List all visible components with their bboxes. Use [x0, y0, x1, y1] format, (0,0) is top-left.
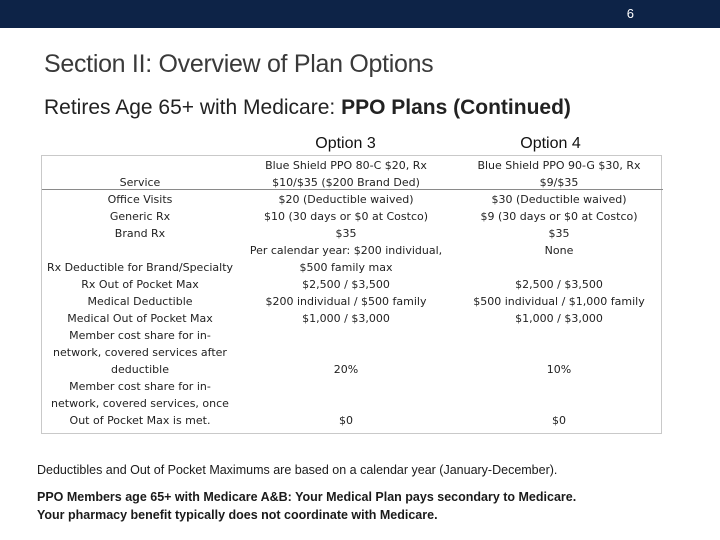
rx-deductible-option-3-line1: Per calendar year: $200 individual,: [249, 244, 443, 257]
option-3-plan-name-line1: Blue Shield PPO 80-C $20, Rx: [265, 159, 427, 172]
footer-note: Deductibles and Out of Pocket Maximums are based on a calendar year (January-December).: [37, 463, 558, 477]
cost-share-after-deductible-label-line2: network, covered services after: [53, 346, 227, 359]
generic-rx-option-3: $10 (30 days or $0 at Costco): [263, 210, 429, 223]
cost-share-after-deductible-option-4: 10%: [546, 363, 572, 376]
medical-deductible-label: Medical Deductible: [87, 295, 193, 308]
brand-rx-option-3: $35: [335, 227, 357, 240]
medical-deductible-option-3: $200 individual / $500 family: [265, 295, 427, 308]
subtitle-plain: Retires Age 65+ with Medicare:: [44, 96, 342, 119]
option-4-plan-name-line2: $9/$35: [539, 176, 579, 189]
rx-oop-option-3: $2,500 / $3,500: [302, 278, 390, 291]
cost-share-after-oop-option-4: $0: [552, 414, 566, 427]
cost-share-after-deductible-option-3: 20%: [333, 363, 359, 376]
generic-rx-option-4: $9 (30 days or $0 at Costco): [480, 210, 638, 223]
medical-oop-option-4: $1,000 / $3,000: [515, 312, 603, 325]
rx-oop-option-4: $2,500 / $3,500: [515, 278, 603, 291]
medical-deductible-option-4: $500 individual / $1,000 family: [473, 295, 645, 308]
rx-deductible-option-3-line2: $500 family max: [299, 261, 393, 274]
generic-rx-label: Generic Rx: [109, 210, 171, 223]
footer-bold-line1: PPO Members age 65+ with Medicare A&B: Your Medical Plan pays secondary to Medicare.: [37, 490, 577, 504]
brand-rx-label: Brand Rx: [114, 227, 166, 240]
medical-oop-label: Medical Out of Pocket Max: [67, 312, 213, 325]
rx-deductible-option-4: None: [544, 244, 574, 257]
cost-share-after-oop-label-line1: Member cost share for in-: [69, 380, 211, 393]
office-visits-label: Office Visits: [107, 193, 173, 206]
page-number: 6: [626, 6, 634, 21]
option-4-header: Option 4: [520, 135, 581, 152]
cost-share-after-oop-label-line3: Out of Pocket Max is met.: [69, 414, 211, 427]
option-4-plan-name-line1: Blue Shield PPO 90-G $30, Rx: [477, 159, 641, 172]
office-visits-option-3: $20 (Deductible waived): [278, 193, 414, 206]
footer-bold-line2: Your pharmacy benefit typically does not coordinate with Medicare.: [37, 508, 438, 522]
cost-share-after-oop-option-3: $0: [339, 414, 353, 427]
section-title: Section II: Overview of Plan Options: [44, 50, 434, 78]
top-banner: [0, 0, 720, 28]
rx-deductible-label: Rx Deductible for Brand/Specialty: [46, 261, 234, 274]
option-3-plan-name-line2: $10/$35 ($200 Brand Ded): [272, 176, 420, 189]
cost-share-after-deductible-label-line3: deductible: [111, 363, 169, 376]
plan-comparison-table: [41, 155, 662, 434]
brand-rx-option-4: $35: [548, 227, 570, 240]
medical-oop-option-3: $1,000 / $3,000: [302, 312, 390, 325]
cost-share-after-oop-label-line2: network, covered services, once: [51, 397, 229, 410]
office-visits-option-4: $30 (Deductible waived): [491, 193, 627, 206]
page-subtitle: [44, 96, 571, 120]
rx-oop-label: Rx Out of Pocket Max: [81, 278, 199, 291]
subtitle-bold: PPO Plans (Continued): [341, 96, 571, 119]
service-label: Service: [119, 176, 161, 189]
option-3-header: Option 3: [315, 135, 376, 152]
cost-share-after-deductible-label-line1: Member cost share for in-: [69, 329, 211, 342]
